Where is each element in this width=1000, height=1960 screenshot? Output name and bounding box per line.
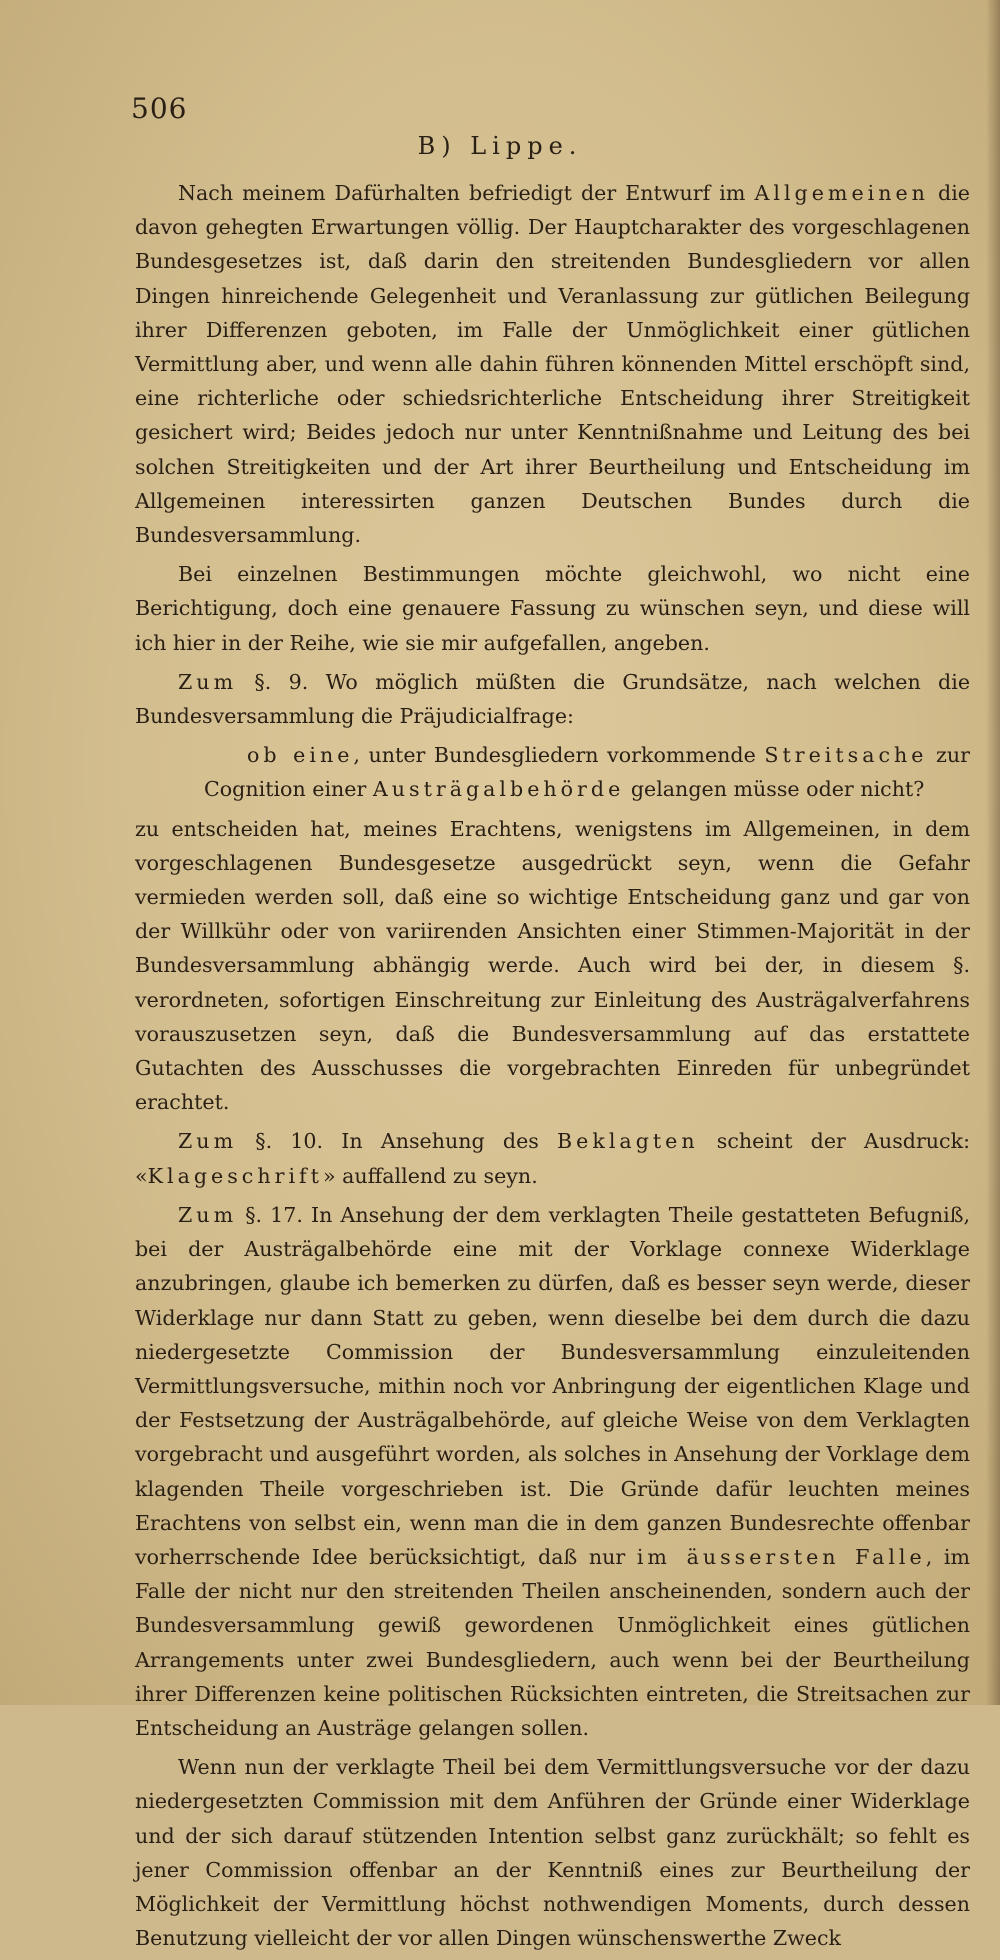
- section-lead: Zum: [178, 1202, 238, 1227]
- paragraph-zum-10: Zum §. 10. In Ansehung des Beklagten scheint der Ausdruck: «Klageschrift» auffallend zu seyn.: [135, 1129, 971, 1188]
- paragraph-zum-17: Zum §. 17. In Ansehung der dem verklagten Theile gestatteten Befugniß, bei der Austrägalbehörde eine mit der Vorklage connexe Widerklage anzubringen, glaube ich bemerken zu dürfen, daß es besser seyn werde, dieser Widerklage nur dann Statt zu geben, wenn dieselbe bei dem durch die dazu niedergesetzte Commission der Bundesversammlung einzuleitenden Vermittlungsversuche, mithin noch vor Anbringung der eigentlichen Klage und der Festsetzung der Austrägalbehörde, auf gleiche Weise von dem Verklagten vorgebracht und ausgeführt worden, als solches in Ansehung der Vorklage dem klagenden Theile vorgeschrieben ist. Die Gründe dafür leuchten meines Erachtens von selbst ein, wenn man die in dem ganzen Bundesrechte offenbar vorherrschende Idee berücksichtigt, daß nur im äussersten Falle, im Falle der nicht nur den streitenden Theilen anscheinenden, sondern auch der Bundesversammlung gewiß gewordenen Unmöglichkeit eines gütlichen Arrangements unter zwei Bundesgliedern, auch wenn bei der Beurtheilung ihrer Differenzen keine politischen Rücksichten eintreten, die Streitsachen zur Entscheidung an Austräge gelangen sollen.: [135, 1202, 970, 1740]
- quoted-question: ob eine, unter Bundesgliedern vorkommende Streitsache zur Cognition einer Austrägalbehörde gelangen müsse oder nicht?: [204, 743, 970, 802]
- page-number: 506: [131, 92, 188, 125]
- paragraph-2: Bei einzelnen Bestimmungen möchte gleichwohl, wo nicht eine Berichtigung, doch eine genauere Fassung zu wünschen seyn, und diese will ich hier in der Reihe, wie sie mir aufgefallen, angeben.: [135, 562, 970, 655]
- section-ref: §. 9.: [237, 669, 326, 694]
- page-body: [135, 176, 970, 1960]
- paragraph-1: Nach meinem Dafürhalten befriedigt der Entwurf im Allgemeinen die davon gehegten Erwartungen völlig. Der Hauptcharakter des vorgeschlagenen Bundesgesetzes ist, daß darin den streitenden Bundesgliedern vor allen Dingen hinreichende Gelegenheit und Veranlassung zur gütlichen Beilegung ihrer Differenzen geboten, im Falle der Unmöglichkeit einer gütlichen Vermittlung aber, und wenn alle dahin führen könnenden Mittel erschöpft sind, eine richterliche oder schiedsrichterliche Entscheidung ihrer Streitigkeit gesichert wird; Beides jedoch nur unter Kenntnißnahme und Leitung des bei solchen Streitigkeiten und der Art ihrer Beurtheilung und Entscheidung im Allgemeinen interessirten ganzen Deutschen Bundes durch die Bundesversammlung.: [135, 181, 970, 548]
- section-lead: Zum: [178, 669, 238, 694]
- paragraph-wenn-nun: Wenn nun der verklagte Theil bei dem Vermittlungsversuche vor der dazu niedergesetzten Commission mit dem Anführen der Gründe einer Widerklage und der sich darauf stützenden Intention selbst ganz zurückhält; so fehlt es jener Commission offenbar an der Kenntniß eines zur Beurtheilung der Möglichkeit der Vermittlung höchst nothwendigen Moments, durch dessen Benutzung vielleicht der vor allen Dingen wünschenswerthe Zweck: [135, 1755, 970, 1951]
- section-ref: §. 10.: [237, 1129, 342, 1154]
- section-lead: Zum: [178, 1129, 238, 1154]
- paragraph-continuation: zu entscheiden hat, meines Erachtens, wenigstens im Allgemeinen, in dem vorgeschlagenen Bundesgesetze ausgedrückt seyn, wenn die Gefahr vermieden werden soll, daß eine so wichtige Entscheidung ganz und gar von der Willkühr oder von variirenden Ansichten einer Stimmen-Majorität in der Bundesversammlung abhängig werde. Auch wird bei der, in diesem §. verordneten, sofortigen Einschreitung zur Einleitung des Austrägalverfahrens vorauszusetzen seyn, daß die Bundesversammlung auf das erstattete Gutachten des Ausschusses die vorgebrachten Einreden für unbegründet erachtet.: [135, 816, 970, 1115]
- emphasis-allgemeinen: Allgemeinen: [754, 181, 929, 205]
- section-ref: §. 17.: [237, 1202, 311, 1227]
- paragraph-zum-9: Zum §. 9. Wo möglich müßten die Grundsätze, nach welchen die Bundesversammlung die Präjudicialfrage:: [135, 669, 971, 729]
- running-head: B) Lippe.: [417, 132, 583, 160]
